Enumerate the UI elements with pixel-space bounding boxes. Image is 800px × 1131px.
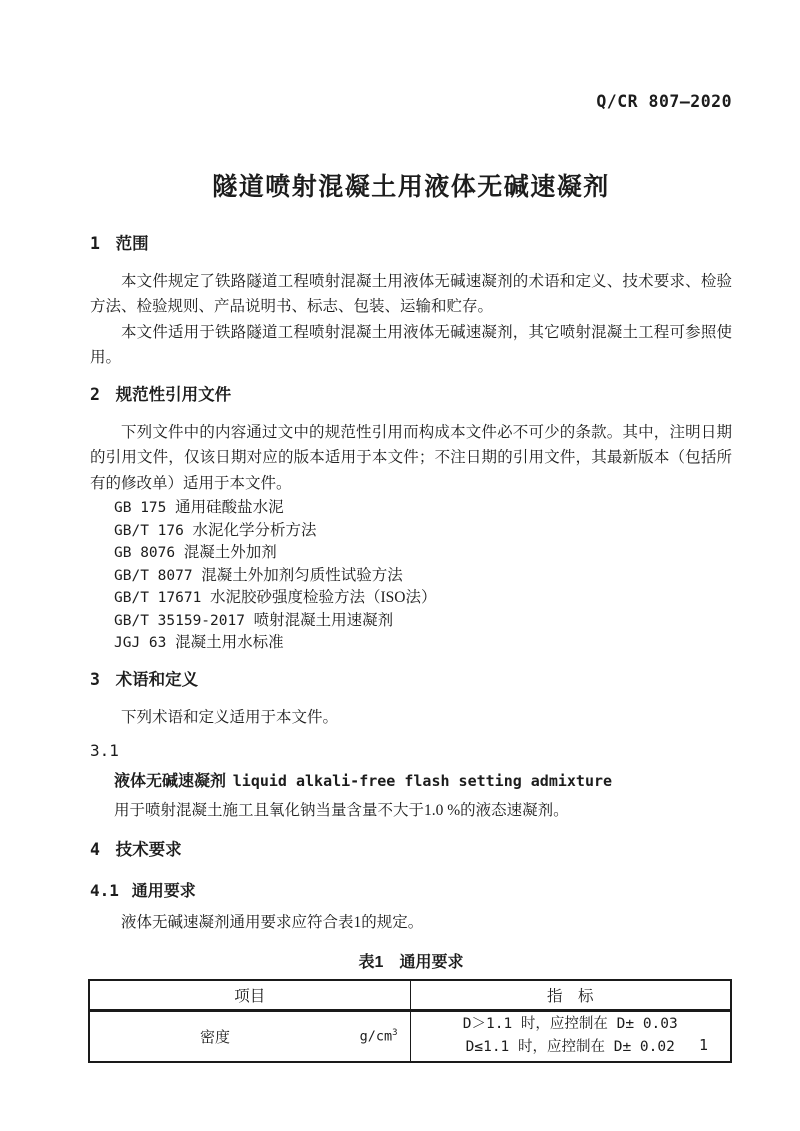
reference-code: GB 8076: [114, 545, 176, 562]
spec-line-2: D≤1.1 时，应控制在 D± 0.02: [465, 1039, 675, 1056]
section-2-paragraph-1: 下列文件中的内容通过文中的规范性引用而构成本文件必不可少的条款。其中，注明日期的引用文件，仅该日期对应的版本适用于本文件；不注日期的引用文件，其最新版本（包括所有的修改单）适用于本文件。: [90, 424, 732, 492]
reference-item: [114, 610, 732, 633]
section-4-title: 技术要求: [115, 840, 182, 859]
term-number: 3.1: [90, 740, 119, 760]
item-name: 密度: [200, 1029, 231, 1046]
reference-name: 水泥胶砂强度检验方法（ISO法）: [210, 589, 437, 607]
term-english: liquid alkali-free flash setting admixture: [232, 771, 613, 790]
section-3-paragraph-1: 下列术语和定义适用于本文件。: [121, 708, 339, 726]
reference-code: GB/T 35159-2017: [114, 612, 245, 629]
section-4-1-title: 通用要求: [131, 882, 196, 900]
table-header-item: 项目: [89, 980, 410, 1010]
reference-code: GB/T 17671: [114, 590, 202, 607]
section-4-1-number: 4.1: [90, 880, 119, 900]
reference-name: 混凝土外加剂: [183, 544, 277, 562]
table-1-caption-title: 通用要求: [399, 954, 464, 972]
reference-code: GB 175: [114, 500, 167, 517]
spec-line-1: D＞1.1 时，应控制在 D± 0.03: [462, 1016, 678, 1033]
reference-name: 通用硅酸盐水泥: [175, 499, 284, 517]
section-4-1-heading: [90, 880, 732, 903]
table-1-general-requirements: [88, 979, 732, 1063]
page-title: 隧道喷射混凝土用液体无碱速凝剂: [212, 173, 610, 201]
reference-item: [114, 542, 732, 565]
reference-code: JGJ 63: [114, 635, 167, 652]
reference-item: [114, 497, 732, 520]
table-1-caption: [90, 949, 732, 972]
section-1-number: 1: [90, 234, 100, 253]
term-line: [114, 770, 732, 793]
table-cell-spec: [410, 1010, 731, 1062]
term-definition: 用于喷射混凝土施工且氧化钠当量含量不大于1.0 %的液态速凝剂。: [114, 801, 569, 819]
section-3-number: 3: [90, 669, 100, 689]
unit-exponent: 3: [392, 1028, 398, 1039]
page-number: 1: [698, 1036, 708, 1054]
section-2-heading: [90, 384, 732, 406]
section-1-title: 范围: [115, 235, 149, 253]
section-4-number: 4: [90, 839, 100, 859]
reference-item: [114, 520, 732, 543]
section-2-number: 2: [90, 385, 100, 405]
reference-name: 喷射混凝土用速凝剂: [253, 611, 394, 629]
reference-name: 混凝土外加剂匀质性试验方法: [201, 566, 403, 584]
reference-name: 混凝土用水标准: [175, 634, 284, 652]
item-unit: [360, 1028, 398, 1045]
reference-item: [114, 565, 732, 588]
table-header-spec: 指 标: [410, 980, 731, 1010]
reference-code: GB/T 8077: [114, 567, 193, 584]
unit-base: g/cm: [359, 1028, 393, 1045]
table-1-caption-number: 表1: [358, 954, 384, 972]
normative-references-list: [114, 497, 732, 655]
section-2-title: 规范性引用文件: [115, 386, 232, 405]
section-4-heading: [90, 839, 732, 861]
table-header-row: [89, 980, 731, 1010]
term-chinese: 液体无碱速凝剂: [114, 772, 227, 790]
section-3-heading: [90, 669, 732, 691]
section-4-1-paragraph-1: 液体无碱速凝剂通用要求应符合表1的规定。: [121, 913, 424, 931]
section-1-heading: [90, 233, 732, 255]
section-3-title: 术语和定义: [115, 670, 199, 689]
reference-code: GB/T 176: [114, 522, 184, 539]
section-1-paragraph-1: 本文件规定了铁路隧道工程喷射混凝土用液体无碱速凝剂的术语和定义、技术要求、检验方法、检验规则、产品说明书、标志、包装、运输和贮存。: [90, 273, 732, 316]
table-row-density: [89, 1010, 731, 1062]
doc-code: Q/CR 807—2020: [596, 92, 732, 111]
table-cell-item: [89, 1010, 410, 1062]
reference-item: [114, 632, 732, 655]
reference-name: 水泥化学分析方法: [192, 521, 317, 539]
reference-item: [114, 587, 732, 610]
section-1-paragraph-2: 本文件适用于铁路隧道工程喷射混凝土用液体无碱速凝剂，其它喷射混凝土工程可参照使用。: [90, 323, 732, 366]
